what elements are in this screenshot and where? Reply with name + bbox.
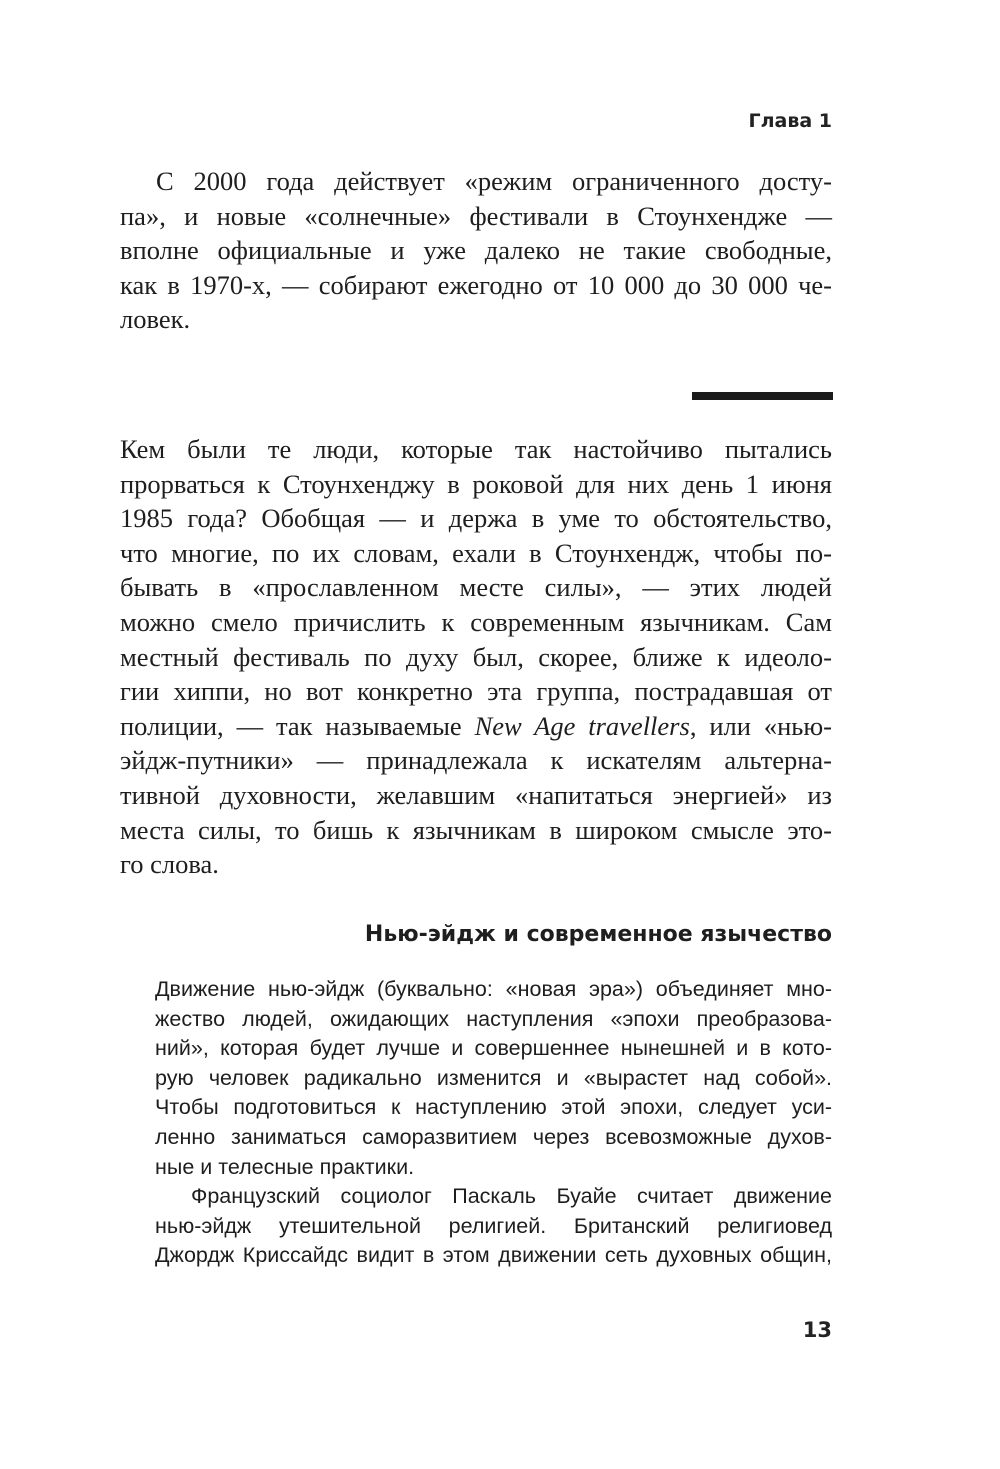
text-line: прорваться к Стоунхенджу в роковой для них день 1 июня	[120, 468, 832, 499]
text-line: ленно заниматься саморазвитием через всевозможные духов-	[155, 1124, 832, 1149]
text-line: можно смело причислить к современным язычникам. Сам	[120, 606, 832, 637]
section-divider-rule	[692, 392, 833, 400]
text-line: как в 1970-х, — собирают ежегодно от 10 000 до 30 000 че-	[120, 269, 832, 300]
text-line: Кем были те люди, которые так настойчиво пытались	[120, 434, 832, 464]
text-line: что многие, по их словам, ехали в Стоунхендж, чтобы по-	[120, 537, 832, 568]
paragraph-stonehenge-festivals	[120, 164, 832, 337]
text-run: полиции, — так называемые	[120, 710, 475, 741]
text-line: 1985 года? Обобщая — и держа в уме то обстоятельство,	[120, 503, 832, 534]
sidebar-text	[155, 975, 832, 1271]
sidebar-heading: Нью-эйдж и современное язычество	[364, 922, 832, 947]
running-head: Глава 1	[748, 110, 832, 132]
text-line: местный фестиваль по духу был, скорее, ближе к идеоло-	[120, 641, 832, 672]
text-line: го слова.	[120, 849, 219, 880]
italic-term: New Age travellers	[474, 710, 690, 741]
page-number: 13	[802, 1318, 832, 1342]
text-line: Джордж Криссайдс видит в этом движении сеть духовных общин,	[155, 1243, 832, 1268]
text-line: жество людей, ожидающих наступления «эпохи преобразова-	[155, 1006, 832, 1031]
text-line: ний», которая будет лучше и совершеннее нынешней и в кото-	[155, 1036, 832, 1061]
text-line: ловек.	[120, 304, 191, 335]
text-line: бывать в «прославленном месте силы», — этих людей	[120, 572, 832, 603]
text-line: Движение нью-эйдж (буквально: «новая эра») объединяет мно-	[155, 977, 832, 1001]
text-line: Французский социолог Паскаль Буайе считает движение	[191, 1184, 832, 1209]
text-line: ные и телесные практики.	[155, 1154, 415, 1179]
text-line: тивной духовности, желавшим «напитаться энергией» из	[120, 779, 832, 810]
text-line: места силы, то бишь к язычникам в широком смысле это-	[120, 814, 832, 845]
text-line: вполне официальные и уже далеко не такие свободные,	[120, 235, 832, 266]
text-run: , или «нью-	[689, 710, 832, 741]
text-line: гии хиппи, но вот конкретно эта группа, пострадавшая от	[120, 676, 832, 707]
text-line: нью-эйдж утешительной религией. Британский религиовед	[155, 1213, 832, 1238]
text-line-with-italic	[120, 709, 832, 744]
text-line: эйдж-путники» — принадлежала к искателям альтерна-	[120, 745, 832, 776]
text-line: рую человек радикально изменится и «вырастет над собой».	[155, 1065, 832, 1090]
paragraph-new-age-travellers	[120, 432, 832, 882]
text-line: С 2000 года действует «режим ограниченного досту-	[156, 166, 832, 196]
text-line: па», и новые «солнечные» фестивали в Стоунхендже —	[120, 200, 832, 231]
text-line: Чтобы подготовиться к наступлению этой эпохи, следует уси-	[155, 1095, 832, 1120]
